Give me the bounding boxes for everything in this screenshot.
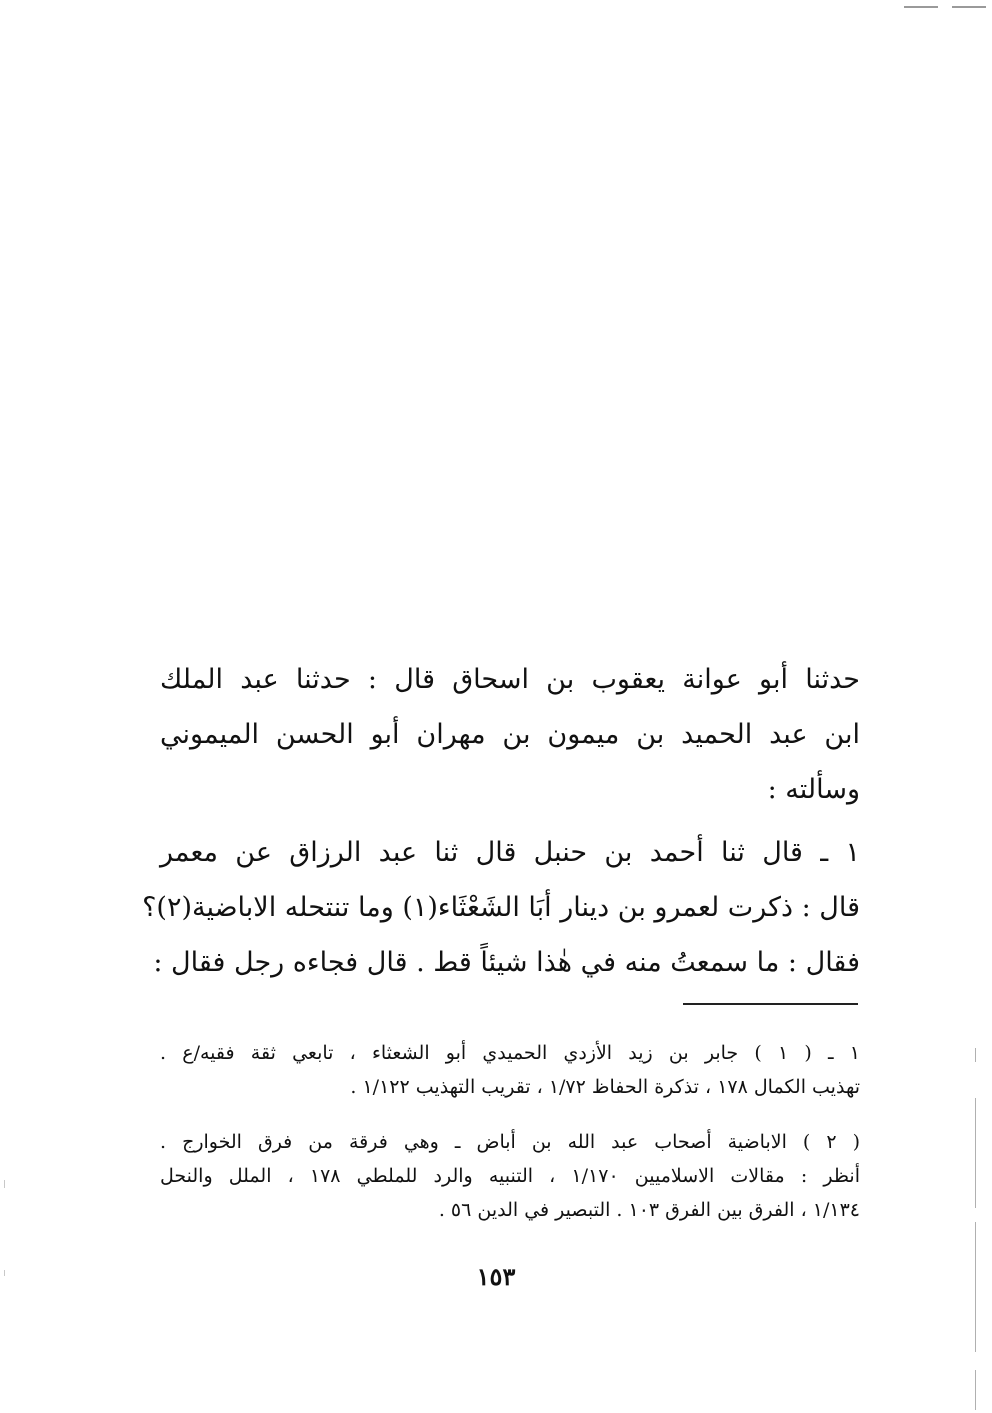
footnote-line: أنظر : مقالات الاسلاميين ١/١٧٠ ، التنبيه والرد للملطي ١٧٨ ، الملل والنحل xyxy=(160,1165,860,1187)
footnote-1 xyxy=(160,1036,860,1104)
scan-edge-line xyxy=(975,1098,976,1208)
text-line: ابن عبد الحميد بن ميمون بن مهران أبو الحسن الميموني xyxy=(160,719,860,750)
scan-speck xyxy=(4,1270,5,1276)
footnote-line: ( ٢ ) الاباضية أصحاب عبد الله بن أباض ـ وهي فرقة من فرق الخوارج . xyxy=(160,1131,860,1153)
footnote-line: ١ ـ ( ١ ) جابر بن زيد الأزدي الحميدي أبو الشعثاء ، تابعي ثقة فقيه/ع . xyxy=(160,1042,860,1064)
text-line: ١ ـ قال ثنا أحمد بن حنبل قال ثنا عبد الرزاق عن معمر xyxy=(160,837,860,868)
text-line: فقال : ما سمعتُ منه في هٰذا شيئاً قط . قال فجاءه رجل فقال : xyxy=(153,947,860,978)
footnote-line: ١/١٣٤ ، الفرق بين الفرق ١٠٣ . التبصير في الدين ٥٦ . xyxy=(438,1199,860,1221)
footnote-separator xyxy=(683,1003,858,1005)
intro-paragraph xyxy=(160,652,860,817)
text-line: قال : ذكرت لعمرو بن دينار أبَا الشَعْثَاء(١) وما تنتحله الاباضية(٢)؟ xyxy=(142,892,860,923)
narration-paragraph xyxy=(142,825,860,990)
page-number: ١٥٣ xyxy=(476,1262,516,1291)
scan-speck xyxy=(4,1180,5,1188)
text-line: حدثنا أبو عوانة يعقوب بن اسحاق قال : حدثنا عبد الملك xyxy=(160,664,860,695)
scan-edge-line xyxy=(975,1048,976,1062)
text-line: وسألته : xyxy=(767,774,860,805)
scan-mark xyxy=(904,6,938,8)
footnote-line: تهذيب الكمال ١٧٨ ، تذكرة الحفاظ ١/٧٢ ، تقريب التهذيب ١/١٢٢ . xyxy=(350,1076,860,1098)
footnote-2 xyxy=(160,1125,860,1227)
scan-mark xyxy=(952,6,986,8)
scan-edge-line xyxy=(975,1370,976,1410)
scan-edge-line xyxy=(975,1222,976,1352)
